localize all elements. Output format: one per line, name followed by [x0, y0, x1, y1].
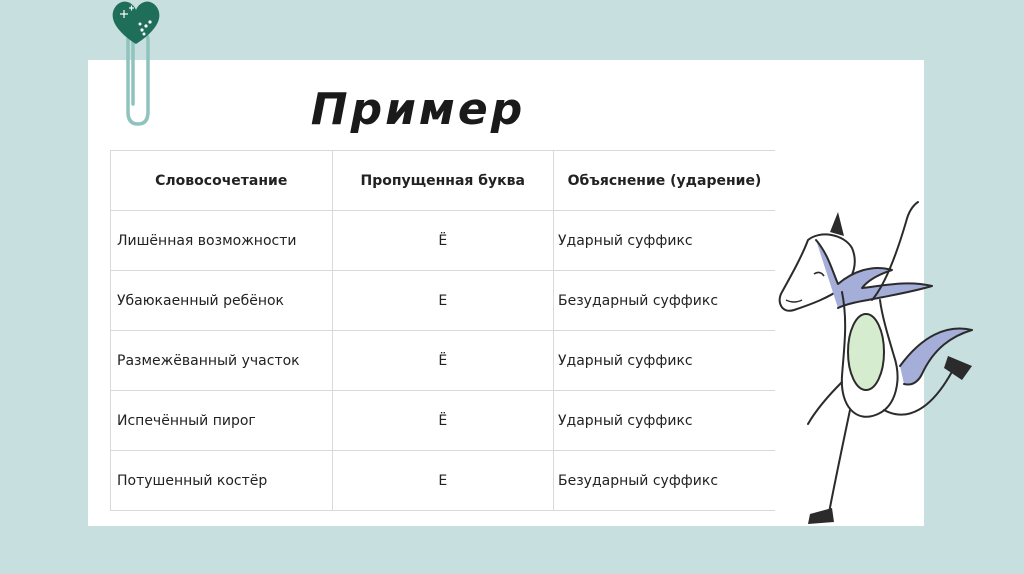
heart-shape: [113, 2, 160, 44]
cell-explanation: Ударный суффикс: [554, 391, 776, 451]
slide-title: Пример: [310, 84, 526, 135]
cell-letter: Е: [332, 271, 554, 331]
table-row: [111, 391, 776, 451]
header-phrase: Словосочетание: [111, 151, 333, 211]
table-header-row: [111, 151, 776, 211]
cell-explanation: Безударный суффикс: [554, 271, 776, 331]
cell-letter: Ё: [332, 331, 554, 391]
cell-phrase: Потушенный костёр: [111, 451, 333, 511]
cell-phrase: Убаюкаенный ребёнок: [111, 271, 333, 331]
cell-phrase: Испечённый пирог: [111, 391, 333, 451]
table-row: [111, 451, 776, 511]
cell-phrase: Размежёванный участок: [111, 331, 333, 391]
dancing-unicorn-illustration: [772, 196, 982, 530]
header-explanation: Объяснение (ударение): [554, 151, 776, 211]
cell-phrase: Лишённая возможности: [111, 211, 333, 271]
cell-explanation: Безударный суффикс: [554, 451, 776, 511]
cell-letter: Ё: [332, 211, 554, 271]
paperclip-wire: [128, 32, 148, 124]
heart-paperclip-icon: [106, 0, 166, 130]
cell-letter: Ё: [332, 391, 554, 451]
header-letter: Пропущенная буква: [332, 151, 554, 211]
unicorn-lower-arm: [808, 382, 842, 424]
unicorn-hoof-left: [808, 508, 834, 524]
table-row: [111, 271, 776, 331]
table-row: [111, 331, 776, 391]
examples-table: [110, 150, 775, 511]
cell-letter: Е: [332, 451, 554, 511]
unicorn-belly: [848, 314, 884, 390]
cell-explanation: Ударный суффикс: [554, 331, 776, 391]
unicorn-leg-left: [828, 410, 850, 518]
unicorn-horn: [830, 212, 844, 236]
cell-explanation: Ударный суффикс: [554, 211, 776, 271]
table-row: [111, 211, 776, 271]
